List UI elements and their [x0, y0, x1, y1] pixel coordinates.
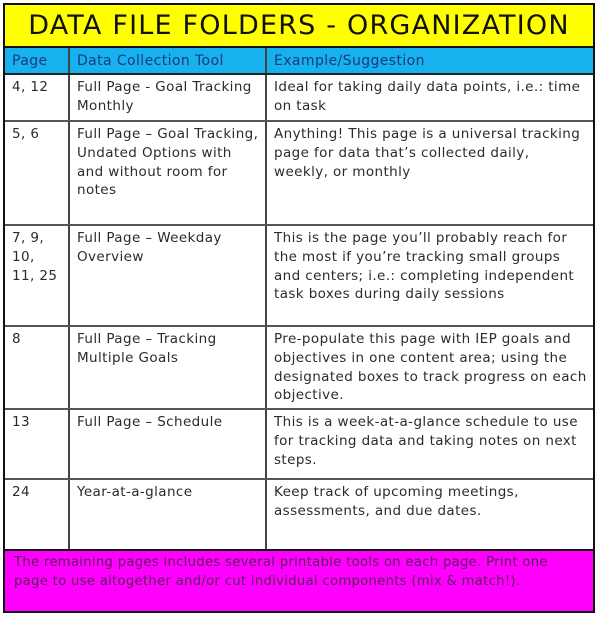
row-page: 8 [12, 331, 21, 347]
page-title: DATA FILE FOLDERS - ORGANIZATION [5, 5, 593, 48]
table-header-row [5, 48, 593, 75]
table-row [5, 410, 593, 480]
header-page: Page [12, 53, 48, 69]
row-example: Pre-populate this page with IEP goals and objectives in one content area; using the designated boxes to track progress on each objective. [265, 327, 593, 408]
row-example: Ideal for taking daily data points, i.e.: time on task [265, 75, 593, 120]
row-page: 5, 6 [12, 126, 40, 142]
row-example: Anything! This page is a universal tracking page for data that’s collected daily, weekly, or monthly [265, 122, 593, 224]
table-row [5, 226, 593, 327]
row-tool: Year-at-a-glance [68, 480, 265, 551]
row-tool: Full Page - Goal Tracking Monthly [68, 75, 265, 120]
row-page: 7, 9, 10, 11, 25 [12, 230, 58, 284]
table-row [5, 327, 593, 410]
organization-table [5, 48, 593, 551]
row-page: 24 [12, 484, 30, 500]
header-example-suggestion: Example/Suggestion [265, 48, 593, 73]
row-tool: Full Page – Weekday Overview [68, 226, 265, 325]
row-page: 4, 12 [12, 79, 49, 95]
row-example: This is a week-at-a-glance schedule to use for tracking data and taking notes on next steps. [265, 410, 593, 478]
row-example: Keep track of upcoming meetings, assessments, and due dates. [265, 480, 593, 551]
row-page: 13 [12, 414, 30, 430]
table-row [5, 75, 593, 122]
table-row [5, 122, 593, 226]
header-data-collection-tool: Data Collection Tool [68, 48, 265, 73]
table-row [5, 480, 593, 551]
row-tool: Full Page – Goal Tracking, Undated Options with and without room for notes [68, 122, 265, 224]
row-tool: Full Page – Schedule [68, 410, 265, 478]
footer-note: The remaining pages includes several printable tools on each page. Print one page to use altogether and/or cut individual components (mix & match!). [5, 549, 593, 611]
row-example: This is the page you’ll probably reach for the most if you’re tracking small groups and centers; i.e.: completing independent task boxes during daily sessions [265, 226, 593, 325]
row-tool: Full Page – Tracking Multiple Goals [68, 327, 265, 408]
organization-sheet [3, 3, 595, 613]
